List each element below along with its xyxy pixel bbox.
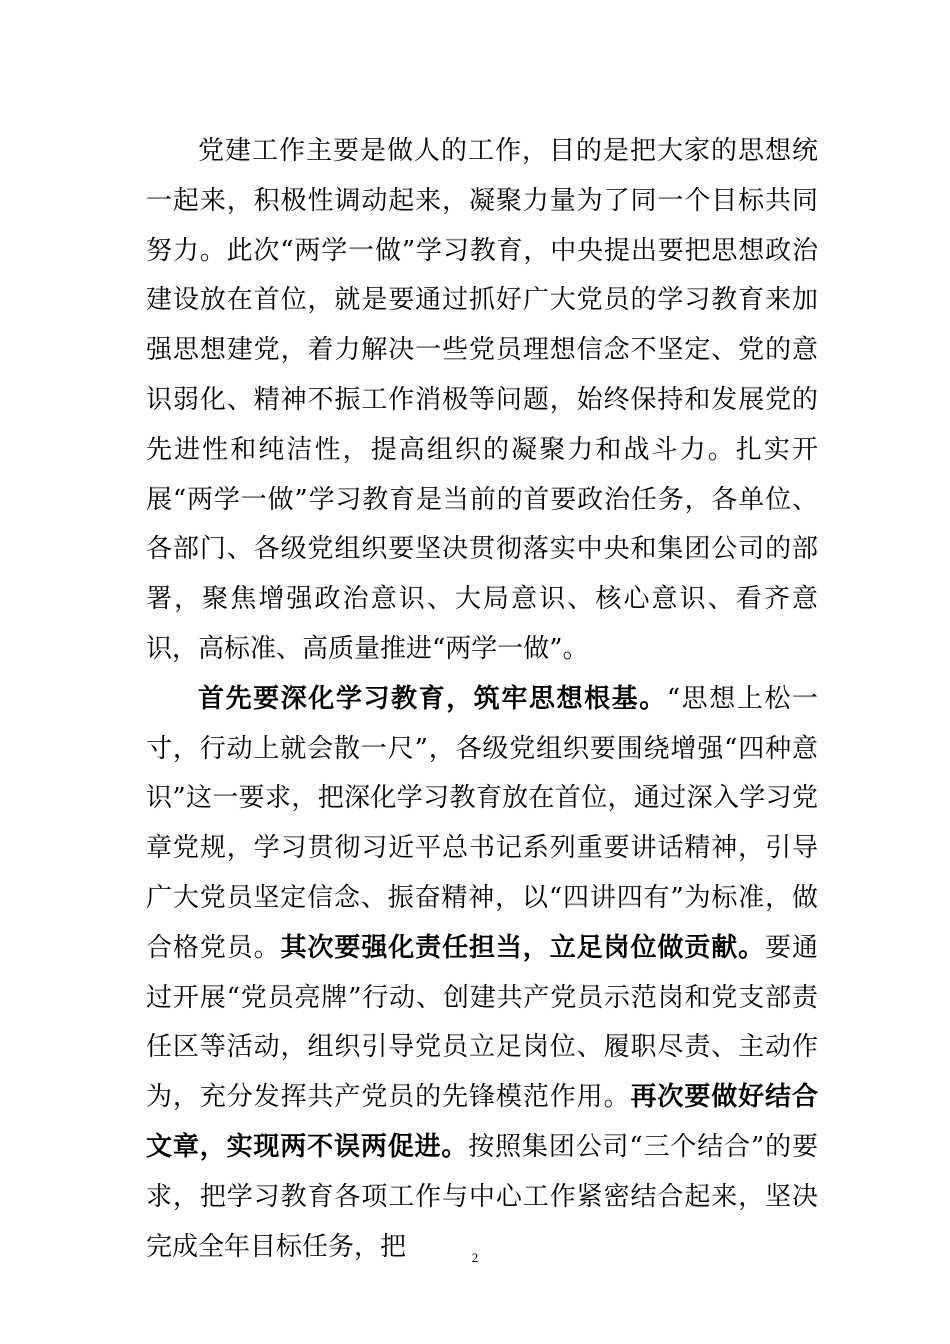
paragraph-text: 要通过开展“党员亮牌”行动、创建共产党员示范岗和党支部责任区等活动，组织引导党员立足岗位、履职尽责、主动作为，充分发挥共产党员的先锋模范作用。 [146, 932, 818, 1113]
document-body [146, 127, 818, 1272]
paragraph-text: 按照集团公司“三个结合”的要求，把学习教育各项工作与中心工作紧密结合起来，坚决完成全年目标任务，把 [146, 1131, 818, 1262]
paragraph-1 [146, 127, 818, 675]
page-number: 2 [471, 1250, 479, 1265]
paragraph-2 [146, 675, 818, 1273]
bold-heading-first: 首先要深化学习教育，筑牢思想根基。 [198, 683, 667, 714]
paragraph-text: 党建工作主要是做人的工作，目的是把大家的思想统一起来，积极性调动起来，凝聚力量为了同一个目标共同努力。此次“两学一做”学习教育，中央提出要把思想政治建设放在首位，就是要通过抓好广大党员的学习教育来加强思想建党，着力解决一些党员理想信念不坚定、党的意识弱化、精神不振工作消极等问题，始终保持和发展党的先进性和纯洁性，提高组织的凝聚力和战斗力。扎实开展“两学一做”学习教育是当前的首要政治任务，各单位、各部门、各级党组织要坚决贯彻落实中央和集团公司的部署，聚焦增强政治意识、大局意识、核心意识、看齐意识，高标准、高质量推进“两学一做”。 [146, 136, 818, 664]
bold-heading-third: 再次要做好结合文章，实现两不误两促进。 [146, 1082, 818, 1162]
paragraph-text: “思想上松一寸，行动上就会散一尺”，各级党组织要围绕增强“四种意识”这一要求，把深化学习教育放在首位，通过深入学习党章党规，学习贯彻习近平总书记系列重要讲话精神，引导广大党员坚定信念、振奋精神，以“四讲四有”为标准，做合格党员。 [146, 683, 818, 963]
bold-heading-second: 其次要强化责任担当，立足岗位做贡献。 [280, 932, 766, 963]
